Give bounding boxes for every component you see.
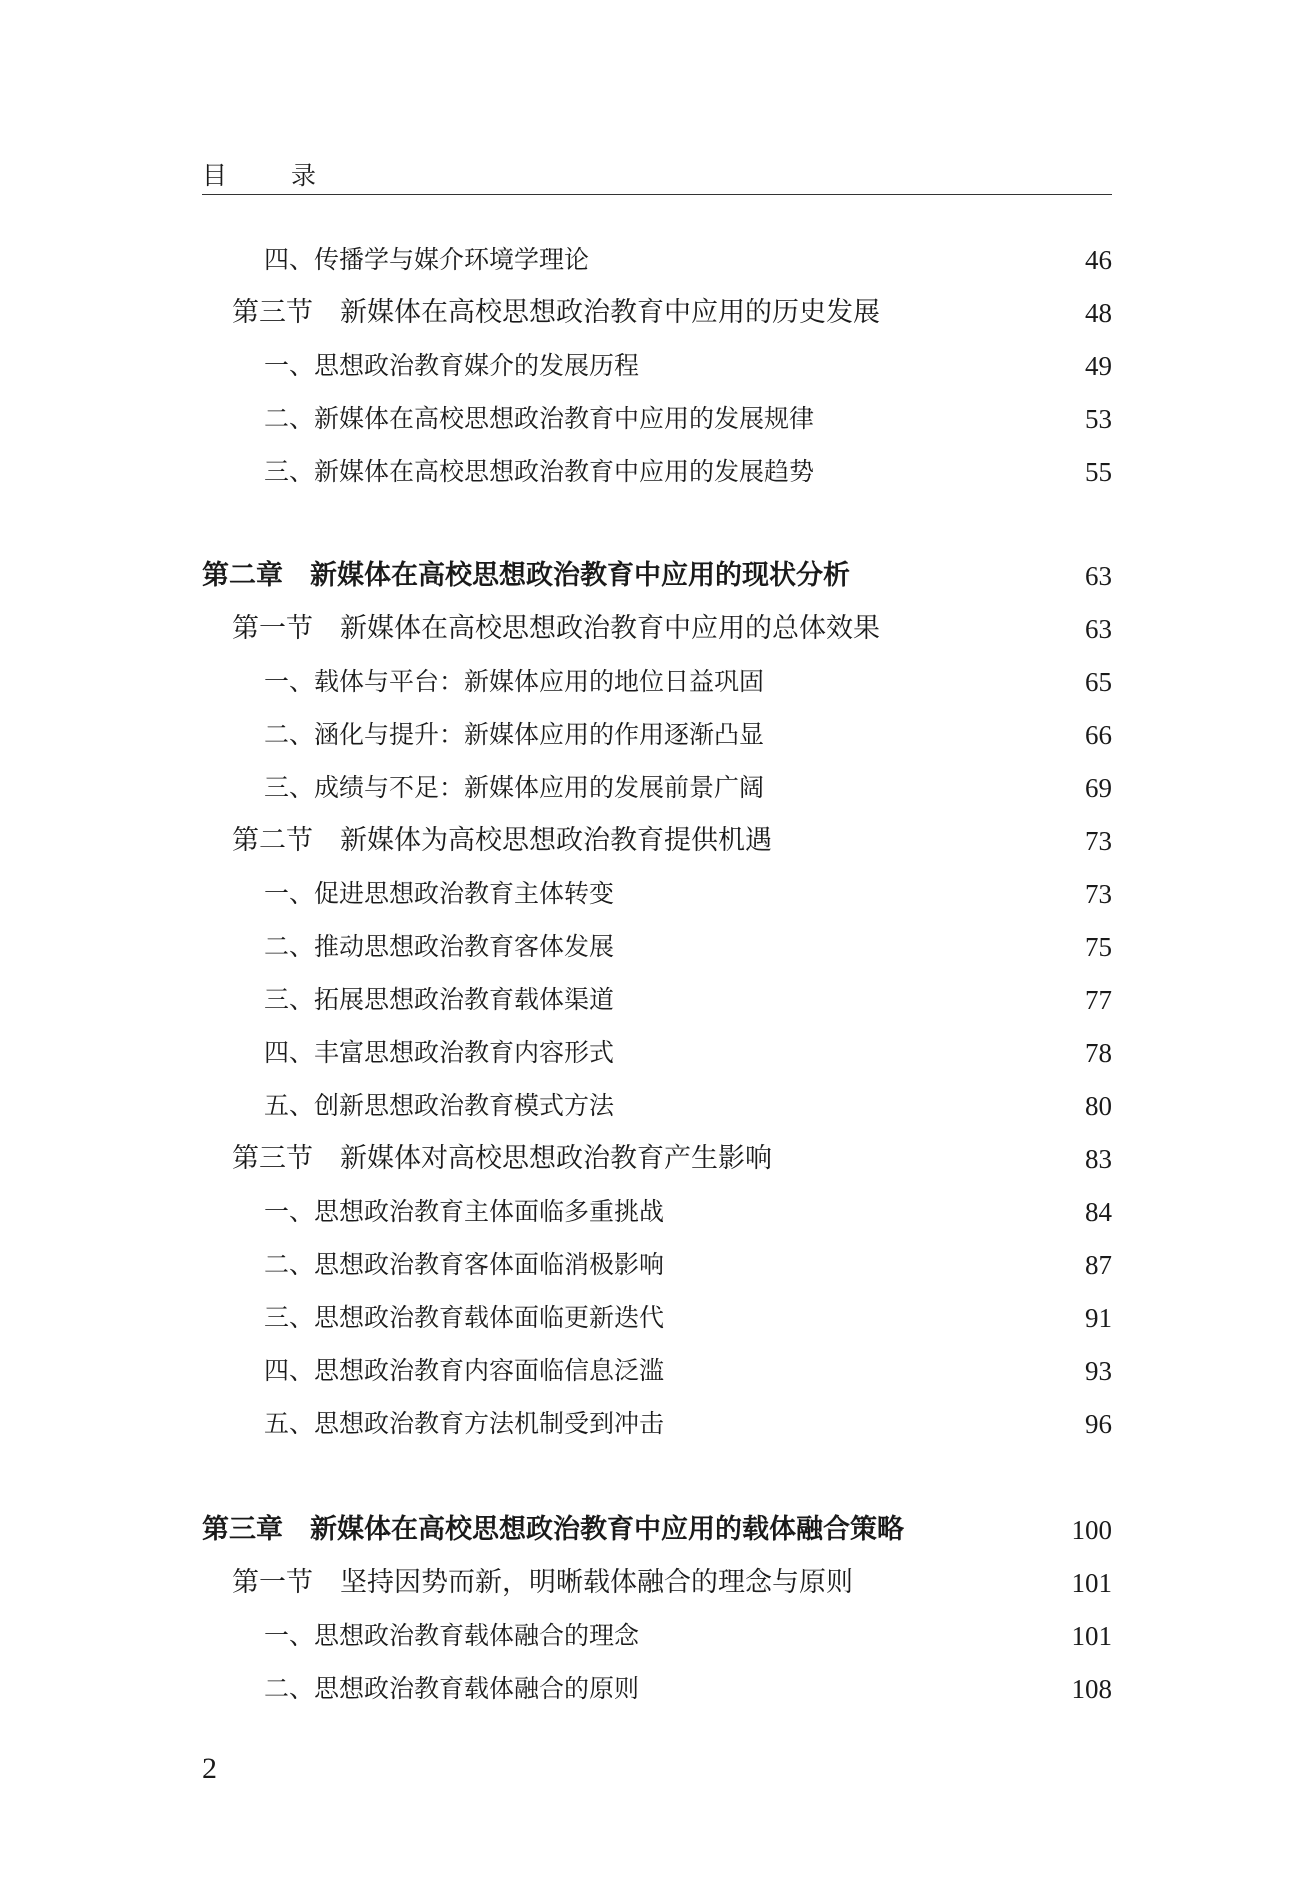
toc-entry-page: 84 <box>1085 1197 1112 1227</box>
toc-entry-title: 一、思想政治教育主体面临多重挑战 <box>264 1197 665 1226</box>
toc-entry-title: 一、思想政治教育媒介的发展历程 <box>264 351 640 380</box>
toc-entry-page: 65 <box>1085 667 1112 697</box>
dot-leader <box>624 978 1075 1022</box>
toc-entry-title: 第二节 新媒体为高校思想政治教育提供机遇 <box>232 825 772 856</box>
toc-entry-title: 第一节 坚持因势而新，明晰载体融合的理念与原则 <box>232 1567 853 1598</box>
toc-entry-title: 二、推动思想政治教育客体发展 <box>264 932 615 961</box>
toc-entry-title: 二、思想政治教育客体面临消极影响 <box>264 1250 665 1279</box>
toc-item <box>264 344 1112 388</box>
toc-entry-title: 二、涵化与提升：新媒体应用的作用逐渐凸显 <box>264 720 765 749</box>
dot-leader <box>649 1667 1061 1711</box>
dot-leader <box>774 766 1075 810</box>
toc-entry-page: 91 <box>1085 1303 1112 1333</box>
dot-leader <box>863 1561 1062 1605</box>
dot-leader <box>914 1508 1062 1552</box>
toc-item <box>264 1243 1112 1287</box>
toc-entry-title: 第一节 新媒体在高校思想政治教育中应用的总体效果 <box>232 613 880 644</box>
dot-leader <box>890 291 1075 335</box>
toc-item <box>264 1349 1112 1393</box>
toc-section <box>232 1561 1112 1605</box>
dot-leader <box>674 1402 1075 1446</box>
toc-entry-page: 73 <box>1085 826 1112 856</box>
toc-item <box>264 1614 1112 1658</box>
toc-item <box>264 1667 1112 1711</box>
toc-section <box>232 819 1112 863</box>
toc-entry-title: 第三节 新媒体对高校思想政治教育产生影响 <box>232 1143 772 1174</box>
toc-item <box>264 1031 1112 1075</box>
dot-leader <box>624 1031 1075 1075</box>
header-title: 目 录 <box>202 161 344 190</box>
toc-item <box>264 450 1112 494</box>
dot-leader <box>674 1190 1075 1234</box>
toc-entry-page: 96 <box>1085 1409 1112 1439</box>
dot-leader <box>649 344 1075 388</box>
toc-entry-title: 三、成绩与不足：新媒体应用的发展前景广阔 <box>264 773 765 802</box>
toc-entry-page: 63 <box>1085 614 1112 644</box>
toc-entry-page: 48 <box>1085 298 1112 328</box>
running-header <box>202 150 1112 195</box>
toc-item <box>264 1084 1112 1128</box>
toc-section <box>232 291 1112 335</box>
toc-chapter <box>202 554 1112 598</box>
dot-leader <box>624 872 1075 916</box>
dot-leader <box>782 1137 1075 1181</box>
toc-entry-page: 46 <box>1085 245 1112 275</box>
toc-entry-page: 73 <box>1085 879 1112 909</box>
toc-entry-page: 87 <box>1085 1250 1112 1280</box>
toc-entry-page: 100 <box>1071 1515 1112 1545</box>
toc-entry-title: 四、传播学与媒介环境学理论 <box>264 245 590 274</box>
toc-item <box>264 766 1112 810</box>
toc-entry-page: 101 <box>1071 1621 1112 1651</box>
dot-leader <box>599 238 1075 282</box>
toc-chapter <box>202 1508 1112 1552</box>
dot-leader <box>824 397 1075 441</box>
toc-item <box>264 1402 1112 1446</box>
toc-item <box>264 978 1112 1022</box>
toc-entry-title: 二、思想政治教育载体融合的原则 <box>264 1674 640 1703</box>
toc-section <box>232 1137 1112 1181</box>
page-number: 2 <box>202 1752 217 1785</box>
toc-entry-page: 80 <box>1085 1091 1112 1121</box>
toc-entry-page: 63 <box>1085 561 1112 591</box>
toc-entry-title: 第三章 新媒体在高校思想政治教育中应用的载体融合策略 <box>202 1514 904 1545</box>
toc-entry-title: 一、促进思想政治教育主体转变 <box>264 879 615 908</box>
toc-item <box>264 1296 1112 1340</box>
toc-entry-page: 75 <box>1085 932 1112 962</box>
toc-entry-title: 二、新媒体在高校思想政治教育中应用的发展规律 <box>264 404 815 433</box>
toc-entry-title: 五、思想政治教育方法机制受到冲击 <box>264 1409 665 1438</box>
toc-entry-page: 77 <box>1085 985 1112 1015</box>
dot-leader <box>890 607 1075 651</box>
toc-entry-title: 一、思想政治教育载体融合的理念 <box>264 1621 640 1650</box>
toc-item <box>264 397 1112 441</box>
dot-leader <box>674 1349 1075 1393</box>
toc-entry-title: 一、载体与平台：新媒体应用的地位日益巩固 <box>264 667 765 696</box>
toc-entry-page: 69 <box>1085 773 1112 803</box>
dot-leader <box>649 1614 1061 1658</box>
toc-entry-page: 93 <box>1085 1356 1112 1386</box>
toc-section <box>232 607 1112 651</box>
dot-leader <box>674 1243 1075 1287</box>
dot-leader <box>860 554 1075 598</box>
toc-item <box>264 238 1112 282</box>
toc-item <box>264 660 1112 704</box>
toc-entry-title: 四、思想政治教育内容面临信息泛滥 <box>264 1356 665 1385</box>
toc-entry-title: 三、思想政治教育载体面临更新迭代 <box>264 1303 665 1332</box>
toc-entry-page: 78 <box>1085 1038 1112 1068</box>
dot-leader <box>674 1296 1075 1340</box>
toc-entry-page: 83 <box>1085 1144 1112 1174</box>
dot-leader <box>774 713 1075 757</box>
toc-entry-page: 49 <box>1085 351 1112 381</box>
toc-entry-title: 三、新媒体在高校思想政治教育中应用的发展趋势 <box>264 457 815 486</box>
toc-entry-title: 五、创新思想政治教育模式方法 <box>264 1091 615 1120</box>
dot-leader <box>624 1084 1075 1128</box>
toc-entry-page: 53 <box>1085 404 1112 434</box>
toc-item <box>264 872 1112 916</box>
toc-item <box>264 713 1112 757</box>
dot-leader <box>624 925 1075 969</box>
toc-entry-page: 66 <box>1085 720 1112 750</box>
dot-leader <box>782 819 1075 863</box>
toc-entry-title: 第二章 新媒体在高校思想政治教育中应用的现状分析 <box>202 560 850 591</box>
toc-entry-title: 第三节 新媒体在高校思想政治教育中应用的历史发展 <box>232 297 880 328</box>
toc-item <box>264 1190 1112 1234</box>
dot-leader <box>824 450 1075 494</box>
toc-entry-title: 三、拓展思想政治教育载体渠道 <box>264 985 615 1014</box>
toc-entry-page: 55 <box>1085 457 1112 487</box>
toc-entry-page: 101 <box>1071 1568 1112 1598</box>
toc-entry-page: 108 <box>1071 1674 1112 1704</box>
toc-entry-title: 四、丰富思想政治教育内容形式 <box>264 1038 615 1067</box>
dot-leader <box>774 660 1075 704</box>
toc-item <box>264 925 1112 969</box>
